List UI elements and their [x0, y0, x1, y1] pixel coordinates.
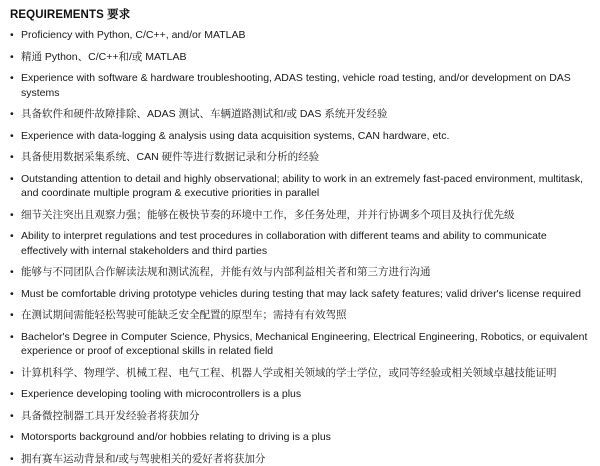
list-item: • 能够与不同团队合作解读法规和测试流程，并能有效与内部利益相关者和第三方进行沟通 [10, 265, 590, 280]
list-item: • Outstanding attention to detail and highly observational; ability to work in an extremely fast-paced environment, multitask, and coordinate multiple program & executive priorities in parallel [10, 172, 590, 201]
section-heading-en: REQUIREMENTS [10, 9, 104, 21]
list-item: • 具备微控制器工具开发经验者将获加分 [10, 409, 590, 424]
list-item: • Experience developing tooling with microcontrollers is a plus [10, 387, 590, 402]
requirements-list [10, 28, 590, 466]
list-item: • Motorsports background and/or hobbies relating to driving is a plus [10, 430, 590, 445]
list-item: • 在测试期间需能轻松驾驶可能缺乏安全配置的原型车；需持有有效驾照 [10, 308, 590, 323]
list-item: • 精通 Python、C/C++和/或 MATLAB [10, 50, 590, 65]
list-item: • Experience with data-logging & analysis using data acquisition systems, CAN hardware, etc. [10, 129, 590, 144]
list-item: • Bachelor's Degree in Computer Science, Physics, Mechanical Engineering, Electrical Engineering, Robotics, or equivalent experience or proof of exceptional skills in related field [10, 330, 590, 359]
list-item: • 具备软件和硬件故障排除、ADAS 测试、车辆道路测试和/或 DAS 系统开发经验 [10, 107, 590, 122]
list-item: • Experience with software & hardware troubleshooting, ADAS testing, vehicle road testing, and/or development on DAS systems [10, 71, 590, 100]
list-item: • Ability to interpret regulations and test procedures in collaboration with different teams and ability to communicate effectively with internal stakeholders and third parties [10, 229, 590, 258]
list-item: • Must be comfortable driving prototype vehicles during testing that may lack safety features; valid driver's license required [10, 287, 590, 302]
list-item: • 拥有赛车运动背景和/或与驾驶相关的爱好者将获加分 [10, 452, 590, 466]
list-item: • 具备使用数据采集系统、CAN 硬件等进行数据记录和分析的经验 [10, 150, 590, 165]
list-item: • 细节关注突出且观察力强；能够在极快节奏的环境中工作，多任务处理，并并行协调多个项目及执行优先级 [10, 208, 590, 223]
list-item: • 计算机科学、物理学、机械工程、电气工程、机器人学或相关领域的学士学位，或同等经验或相关领域卓越技能证明 [10, 366, 590, 381]
section-heading [10, 6, 590, 22]
list-item: • Proficiency with Python, C/C++, and/or MATLAB [10, 28, 590, 43]
section-heading-cn: 要求 [107, 9, 130, 21]
